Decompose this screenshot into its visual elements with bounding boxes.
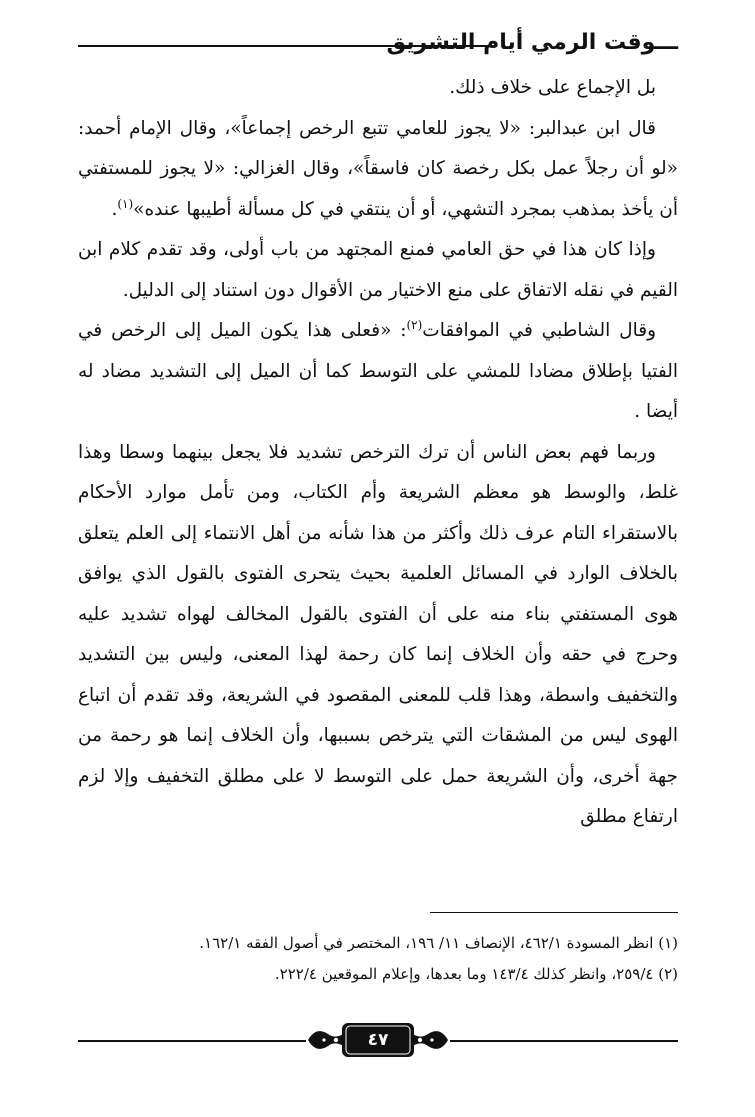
paragraph-4-text: وقال الشاطبي في الموافقات [422,320,656,341]
paragraph-4 [78,311,678,433]
page-footer [78,1020,678,1060]
header-title: ـــوقت الرمي أيام التشريق [386,30,678,55]
paragraph-5: وربما فهم بعض الناس أن ترك الترخص تشديد فلا يجعل بينهما وسطا وهذا غلط، والوسط هو معظم الشريعة وأم الكتاب، ومن تأمل موارد الأحكام بالاستقراء التام عرف ذلك وأكثر من هذا شأنه من أهل الانتماء إلى العلم يتعلق بالخلاف الوارد في المسائل العلمية بحيث يتحرى الفتوى بالقول الذي يوافق هوى المستفتي بناء منه على أن الفتوى بالقول المخالف لهواه تشديد عليه وحرج في حقه وأن الخلاف إنما كان رحمة لهذا المعنى، وليس بين التشديد والتخفيف واسطة، وهذا قلب للمعنى المقصود في الشريعة، وقد تقدم أن اتباع الهوى ليس من المشقات التي يترخص بسببها، وأن الخلاف إنما هو رحمة من جهة أخرى، وأن الشريعة حمل على التوسط لا على مطلق التخفيف وإلا لزم ارتفاع مطلق [78,441,678,827]
footnote-separator [430,912,678,913]
footnote-2: (٢) ٢٥٩/٤، وانظر كذلك ١٤٣/٤ وما بعدها، وإعلام الموقعين ٢٢٢/٤. [274,965,678,983]
body-text [78,68,678,838]
footnotes [78,928,678,990]
footer-rule-right [450,1040,678,1042]
paragraph-1: بل الإجماع على خلاف ذلك. [449,77,656,98]
paragraph-3: وإذا كان هذا في حق العامي فمنع المجتهد من باب أولى، وقد تقدم كلام ابن القيم في نقله الاتفاق على منع الاختيار من الأقوال دون استناد إلى الدليل. [78,239,678,301]
footer-rule-left [78,1040,306,1042]
paragraph-2-end: . [111,198,118,220]
footnote-1: (١) انظر المسودة ٤٦٢/١، الإنصاف ١١/ ١٩٦، المختصر في أصول الفقه ١٦٢/١. [199,934,678,952]
footnote-ref-1: (١) [117,196,134,211]
running-header [78,26,678,62]
footnote-ref-2: (٢) [406,317,423,332]
paragraph-2-text: قال ابن عبدالبر: «لا يجوز للعامي تتبع الرخص إجماعاً»، وقال الإمام أحمد: «لو أن رجلاً عمل بكل رخصة كان فاسقاً»، وقال الغزالي: «لا يجوز للمستفتي أن يأخذ بمذهب بمجرد التشهي، أو أن ينتقي في كل مسألة أطيبها عنده» [78,117,678,220]
page-number: ٤٧ [367,1030,389,1050]
paragraph-4-rest: : «فعلى هذا يكون الميل إلى الرخص في الفتيا بإطلاق مضادا للمشي على التوسط كما أن الميل إلى التشديد مضاد له أيضا . [78,320,678,422]
paragraph-2 [78,109,678,231]
